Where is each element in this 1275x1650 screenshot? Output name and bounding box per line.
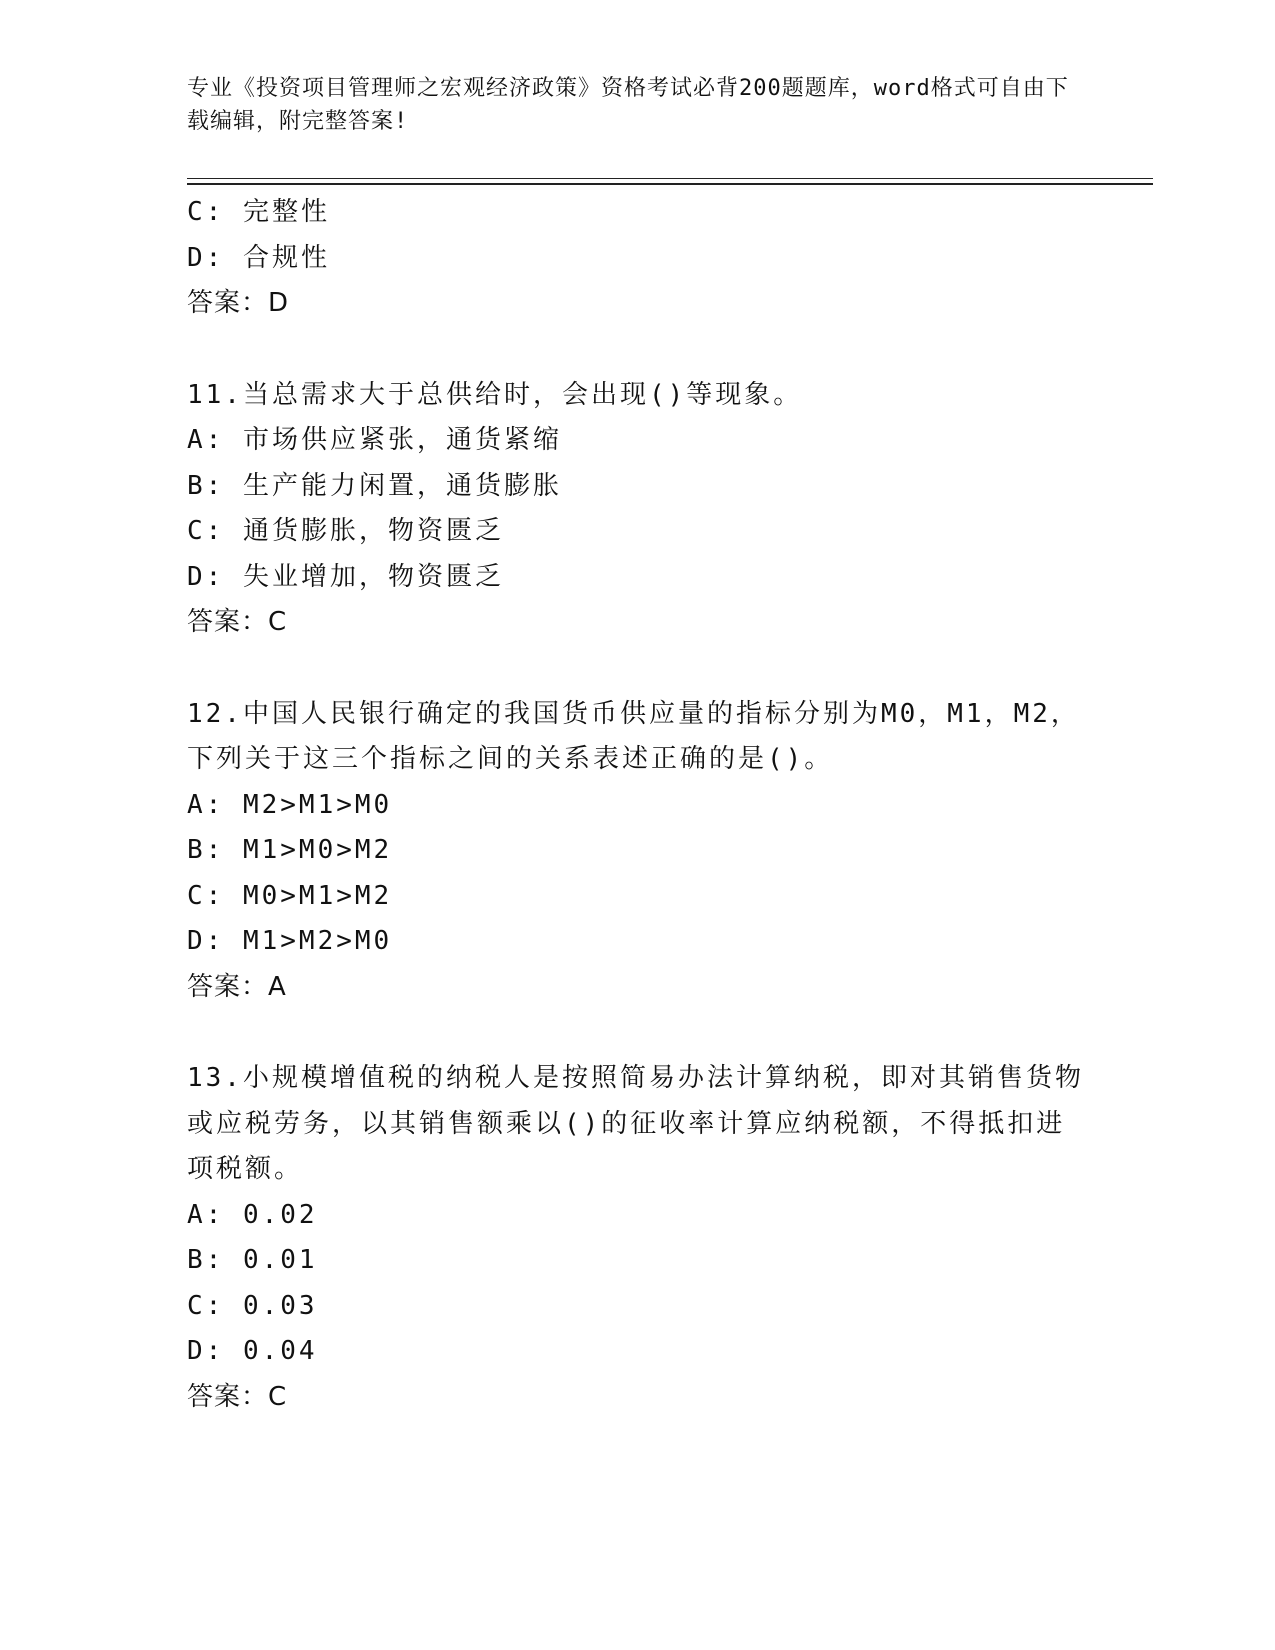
option-d: D: 0.04 [187,1336,318,1366]
answer: 答案：C [187,607,288,637]
question-12 [187,692,1087,1011]
answer: 答案：C [187,1381,288,1412]
option-d: D: 合规性 [187,242,330,273]
option-d: D: M1>M2>M0 [187,926,393,956]
option-d: D: 失业增加，物资匮乏 [187,561,504,592]
answer: 答案：D [187,288,290,318]
option-c: C: 0.03 [187,1290,318,1321]
option-a: A: 市场供应紧张，通货紧缩 [187,425,562,455]
header-rule-thin [187,178,1153,179]
option-b: B: M1>M0>M2 [187,835,393,865]
document-header: 专业《投资项目管理师之宏观经济政策》资格考试必背200题题库，word格式可自由下载编辑，附完整答案! [187,76,1069,134]
option-a: A: 0.02 [187,1199,318,1230]
option-c: C: M0>M1>M2 [187,880,393,911]
header-rule-thick [187,183,1153,185]
option-b: B: 生产能力闲置，通货膨胀 [187,470,562,501]
question-stem: 11.当总需求大于总供给时，会出现()等现象。 [187,379,803,410]
option-c: C: 通货膨胀，物资匮乏 [187,516,504,546]
document-body [187,190,1087,1420]
option-a: A: M2>M1>M0 [187,789,393,820]
question-10-tail [187,190,1087,327]
question-stem: 12.中国人民银行确定的我国货币供应量的指标分别为M0，M1，M2，下列关于这三个指标之间的关系表述正确的是()。 [187,698,1080,774]
question-stem: 13.小规模增值税的纳税人是按照简易办法计算纳税，即对其销售货物或应税劳务，以其销售额乘以()的征收率计算应纳税额，不得抵扣进项税额。 [187,1063,1084,1184]
question-13 [187,1056,1087,1420]
answer: 答案：A [187,971,287,1002]
option-b: B: 0.01 [187,1245,318,1275]
option-c: C: 完整性 [187,197,330,227]
question-11 [187,373,1087,646]
